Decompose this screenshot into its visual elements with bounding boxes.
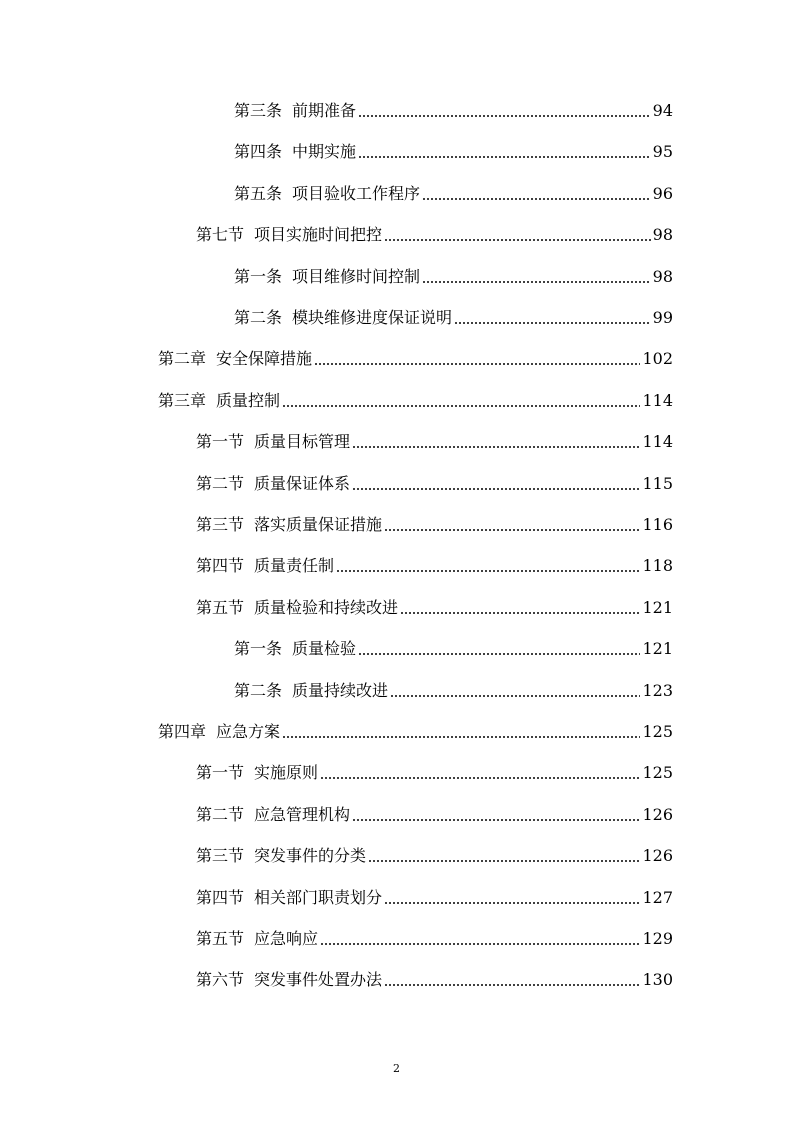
toc-entry-number: 第二条 xyxy=(234,308,283,327)
toc-entry-title: 中期实施 xyxy=(292,142,357,162)
dot-leader xyxy=(358,653,640,655)
dot-leader xyxy=(358,156,651,158)
dot-leader xyxy=(352,488,640,490)
toc-entry-number: 第二章 xyxy=(158,349,207,369)
toc-entry-number: 第四节 xyxy=(196,887,245,907)
dot-leader xyxy=(384,529,640,531)
toc-entry-title: 质量保证体系 xyxy=(254,473,351,493)
dot-leader xyxy=(352,819,640,821)
toc-entry-page: 94 xyxy=(652,101,673,120)
toc-entry[interactable] xyxy=(158,345,673,369)
dot-leader xyxy=(384,239,651,241)
page-number: 2 xyxy=(393,1062,400,1075)
toc-entry-number: 第六节 xyxy=(196,970,245,990)
toc-entry-page: 102 xyxy=(642,349,673,369)
toc-entry-number: 第三节 xyxy=(196,515,245,534)
toc-entry-page: 99 xyxy=(652,308,673,327)
toc-entry-title: 质量责任制 xyxy=(254,556,335,576)
dot-leader xyxy=(336,570,640,572)
toc-entry[interactable] xyxy=(196,842,673,866)
toc-entry-page: 129 xyxy=(642,929,673,948)
toc-entry-title: 应急管理机构 xyxy=(254,804,351,824)
toc-entry-number: 第二条 xyxy=(234,680,283,700)
dot-leader xyxy=(422,281,651,283)
toc-entry-title: 应急响应 xyxy=(254,929,319,948)
toc-entry[interactable] xyxy=(196,552,673,576)
toc-entry-page: 98 xyxy=(652,266,673,286)
toc-entry-number: 第七节 xyxy=(196,225,245,245)
toc-entry[interactable] xyxy=(234,677,673,701)
toc-entry-page: 115 xyxy=(642,473,673,493)
toc-entry-page: 114 xyxy=(642,432,673,452)
toc-entry-page: 130 xyxy=(642,970,673,990)
toc-entry-number: 第五条 xyxy=(234,183,283,203)
toc-entry[interactable] xyxy=(196,759,673,783)
toc-entry-page: 125 xyxy=(642,763,673,783)
toc-entry-title: 突发事件的分类 xyxy=(254,846,367,866)
toc-entry-title: 应急方案 xyxy=(216,722,281,741)
toc-entry-title: 落实质量保证措施 xyxy=(254,515,383,534)
toc-entry-title: 安全保障措施 xyxy=(216,349,313,369)
toc-entry-number: 第一条 xyxy=(234,266,283,286)
toc-entry-title: 质量目标管理 xyxy=(254,432,351,452)
toc-entry-number: 第三节 xyxy=(196,846,245,866)
toc-entry[interactable] xyxy=(196,511,673,535)
toc-entry-page: 95 xyxy=(652,142,673,162)
toc-entry[interactable] xyxy=(196,221,673,245)
toc-entry-number: 第四条 xyxy=(234,142,283,162)
toc-entry-title: 前期准备 xyxy=(292,101,357,120)
toc-entry-title: 实施原则 xyxy=(254,763,319,783)
toc-entry-number: 第二节 xyxy=(196,804,245,824)
toc-entry[interactable] xyxy=(196,801,673,825)
dot-leader xyxy=(320,777,640,779)
dot-leader xyxy=(368,860,640,862)
toc-entry-title: 项目验收工作程序 xyxy=(292,183,421,203)
toc-entry[interactable] xyxy=(196,594,673,618)
dot-leader xyxy=(384,902,640,904)
toc-entry-number: 第五节 xyxy=(196,597,245,617)
toc-entry-number: 第四节 xyxy=(196,556,245,576)
toc-entry[interactable] xyxy=(196,966,673,990)
toc-entry-title: 项目实施时间把控 xyxy=(254,225,383,245)
toc-entry[interactable] xyxy=(234,97,673,121)
toc-entry[interactable] xyxy=(234,635,673,659)
toc-entry-page: 121 xyxy=(642,597,673,617)
toc-entry-number: 第一节 xyxy=(196,432,245,452)
toc-entry-title: 质量检验和持续改进 xyxy=(254,597,399,617)
toc-entry-number: 第一节 xyxy=(196,763,245,783)
toc-entry-page: 116 xyxy=(642,515,673,534)
dot-leader xyxy=(320,943,640,945)
toc-entry-number: 第五节 xyxy=(196,929,245,948)
dot-leader xyxy=(314,363,640,365)
dot-leader xyxy=(352,446,640,448)
toc-entry-number: 第三章 xyxy=(158,390,207,410)
toc-entry-title: 质量持续改进 xyxy=(292,680,389,700)
dot-leader xyxy=(390,695,640,697)
toc-entry[interactable] xyxy=(234,180,673,204)
dot-leader xyxy=(422,198,651,200)
toc-entry-title: 相关部门职责划分 xyxy=(254,887,383,907)
toc-entry[interactable] xyxy=(196,925,673,949)
toc-entry[interactable] xyxy=(234,263,673,287)
toc-entry-title: 质量控制 xyxy=(216,390,281,410)
toc-entry[interactable] xyxy=(196,470,673,494)
dot-leader xyxy=(384,984,640,986)
toc-entry[interactable] xyxy=(234,138,673,162)
dot-leader xyxy=(282,736,640,738)
toc-entry-number: 第三条 xyxy=(234,101,283,120)
toc-entry-number: 第四章 xyxy=(158,722,207,741)
toc-entry-page: 98 xyxy=(652,225,673,245)
dot-leader xyxy=(400,612,640,614)
toc-entry-number: 第二节 xyxy=(196,473,245,493)
toc-entry-page: 121 xyxy=(642,639,673,659)
toc-entry-page: 123 xyxy=(642,680,673,700)
toc-entry[interactable] xyxy=(158,387,673,411)
toc-entry-page: 118 xyxy=(642,556,673,576)
toc-entry[interactable] xyxy=(158,718,673,742)
toc-entry-number: 第一条 xyxy=(234,639,283,659)
toc-entry-page: 127 xyxy=(642,887,673,907)
dot-leader xyxy=(454,322,651,324)
dot-leader xyxy=(358,115,651,117)
toc-entry[interactable] xyxy=(196,884,673,908)
toc-entry-page: 96 xyxy=(652,183,673,203)
toc-entry-page: 125 xyxy=(642,722,673,741)
toc-entry-page: 114 xyxy=(642,390,673,410)
toc-entry-title: 模块维修进度保证说明 xyxy=(292,308,453,327)
toc-entry-title: 质量检验 xyxy=(292,639,357,659)
dot-leader xyxy=(282,405,640,407)
toc-entry[interactable] xyxy=(234,304,673,328)
toc-entry[interactable] xyxy=(196,428,673,452)
toc-entry-page: 126 xyxy=(642,846,673,866)
toc-entry-page: 126 xyxy=(642,804,673,824)
toc-entry-title: 项目维修时间控制 xyxy=(292,266,421,286)
toc-entry-title: 突发事件处置办法 xyxy=(254,970,383,990)
